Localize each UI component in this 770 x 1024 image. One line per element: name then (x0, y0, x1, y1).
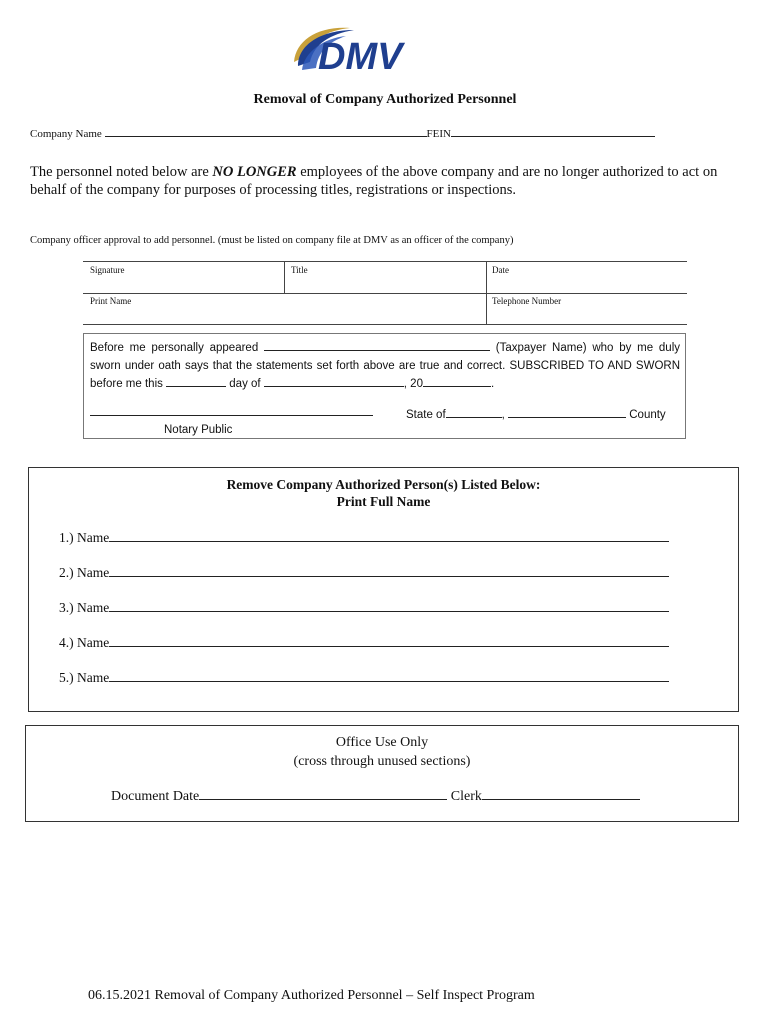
page-title: Removal of Company Authorized Personnel (253, 92, 517, 107)
office-use-title: Office Use Only (335, 735, 429, 750)
taxpayer-name-field[interactable] (264, 339, 490, 351)
fein-field[interactable] (451, 126, 655, 137)
grid-top-line (83, 261, 687, 262)
telephone-field[interactable]: Telephone Number (492, 296, 562, 306)
name-row-label: 5.) Name (59, 670, 110, 685)
signature-field[interactable]: Signature (90, 265, 125, 275)
company-name-label: Company Name (30, 128, 105, 140)
grid-middle-line (83, 293, 687, 294)
dmv-logo (288, 22, 424, 76)
remove-personnel-box (28, 467, 739, 712)
notary-public-label: Notary Public (164, 424, 233, 436)
sworn-year-field[interactable] (423, 375, 491, 387)
name-row-1 (59, 529, 669, 546)
clerk-field[interactable] (482, 787, 640, 800)
company-name-field[interactable] (105, 126, 427, 137)
office-use-heading (26, 733, 738, 771)
name-row-label: 1.) Name (59, 530, 110, 545)
notary-signature-line[interactable] (90, 415, 373, 416)
officer-signature-grid (83, 261, 687, 325)
notice-paragraph (30, 163, 742, 199)
name-row-4 (59, 634, 669, 651)
grid-divider-2 (486, 261, 487, 324)
notary-statement: Before me personally appeared (Taxpayer Name) who by me duly sworn under oath says that the statements set forth above are true and correct. SUBSCRIBED TO AND SWORN before me this day of , 20 . (90, 339, 680, 393)
document-date-row (111, 787, 640, 805)
name-row-2 (59, 564, 669, 581)
notice-text-start: The personnel noted below are (30, 164, 213, 180)
name-row-label: 3.) Name (59, 600, 110, 615)
notice-text-end: employees of the above company and are no longer authorized to act on behalf of the company for purposes of processing titles, registrations or inspections. (30, 164, 718, 198)
name-row-label: 4.) Name (59, 635, 110, 650)
notary-box (83, 333, 686, 439)
remove-heading-line-2: Print Full Name (336, 494, 431, 509)
print-name-field[interactable]: Print Name (90, 296, 132, 306)
name-field-2[interactable] (109, 564, 669, 577)
name-field-3[interactable] (109, 599, 669, 612)
document-date-label: Document Date (111, 789, 200, 804)
footer-text: 06.15.2021 Removal of Company Authorized Personnel – Self Inspect Program (88, 988, 535, 1003)
officer-approval-text: Company officer approval to add personnel. (must be listed on company file at DMV as an officer of the company) (30, 235, 514, 246)
office-use-subtitle: (cross through unused sections) (293, 754, 471, 769)
name-row-5 (59, 669, 669, 686)
remove-heading (29, 476, 738, 510)
name-field-4[interactable] (109, 634, 669, 647)
name-field-1[interactable] (109, 529, 669, 542)
name-field-5[interactable] (109, 669, 669, 682)
notice-emphasis: NO LONGER (212, 164, 297, 180)
fein-label: FEIN (426, 128, 451, 140)
grid-bottom-line (83, 324, 687, 325)
office-use-box (25, 725, 739, 822)
remove-heading-line-1: Remove Company Authorized Person(s) Listed Below: (226, 477, 541, 492)
notary-state-county-row: State of , County (406, 406, 666, 421)
notary-state-field[interactable] (446, 406, 502, 418)
date-field[interactable]: Date (492, 265, 509, 275)
document-date-field[interactable] (199, 787, 447, 800)
sworn-month-field[interactable] (264, 375, 404, 387)
name-row-3 (59, 599, 669, 616)
logo-text: DMV (318, 36, 403, 76)
company-name-row (30, 126, 655, 140)
title-field[interactable]: Title (291, 265, 308, 275)
clerk-label: Clerk (447, 789, 482, 804)
grid-divider-1 (284, 261, 285, 293)
notary-county-field[interactable] (508, 406, 626, 418)
sworn-day-field[interactable] (166, 375, 226, 387)
name-row-label: 2.) Name (59, 565, 110, 580)
